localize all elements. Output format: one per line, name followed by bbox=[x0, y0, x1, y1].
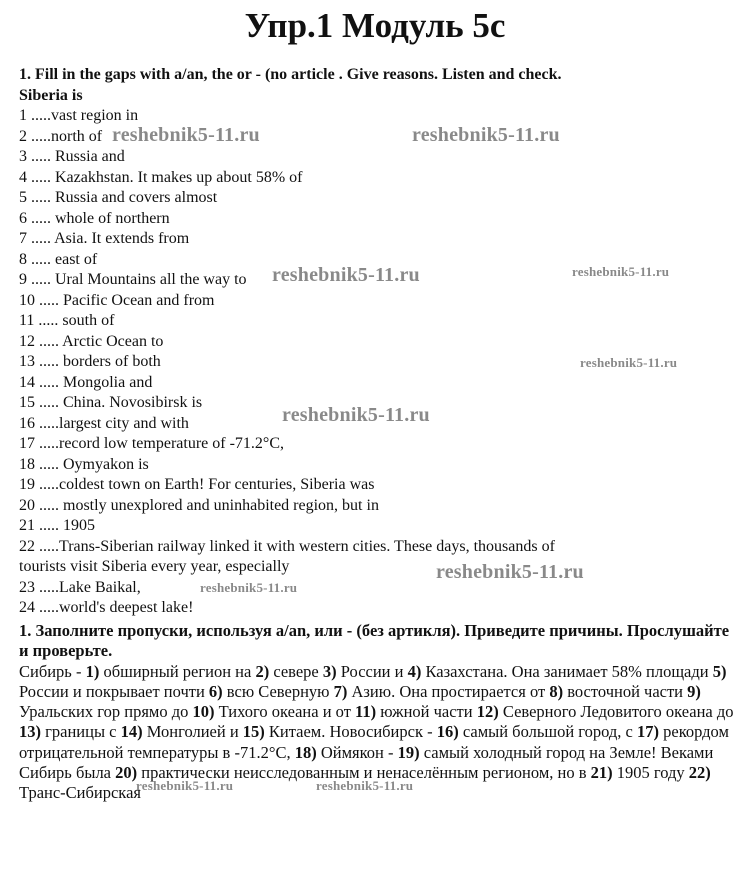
translation-segment: границы с bbox=[41, 722, 121, 742]
translation-segment: России и bbox=[336, 661, 408, 681]
gap-number: 19) bbox=[397, 742, 420, 762]
translation-segment: Транс-Сибирская bbox=[19, 783, 141, 803]
translation-segment: обширный регион на bbox=[99, 661, 256, 681]
translation-segment: самый большой город, с bbox=[458, 722, 637, 742]
gap-number: 2) bbox=[255, 661, 270, 681]
watermark: reshebnik5-11.ru bbox=[316, 778, 414, 793]
exercise-line: 14 ..... Mongolia and bbox=[19, 373, 153, 391]
page-title: Упр.1 Модуль 5с bbox=[244, 6, 506, 45]
gap-number: 15) bbox=[242, 722, 265, 742]
gap-number: 17) bbox=[637, 722, 659, 742]
exercise-line: 11 ..... south of bbox=[19, 312, 115, 329]
watermark: reshebnik5-11.ru bbox=[580, 355, 678, 370]
translation-segment: Китаем. Новосибирск - bbox=[264, 722, 437, 742]
gap-number: 5) bbox=[712, 661, 727, 681]
exercise-line: 7 ..... Asia. It extends from bbox=[19, 230, 190, 247]
exercise-line: 17 .....record low temperature of -71.2°C, bbox=[19, 435, 284, 452]
exercise-line: tourists visit Siberia every year, especially bbox=[19, 558, 290, 575]
gap-number: 20) bbox=[115, 763, 138, 783]
gap-number: 22) bbox=[688, 763, 711, 783]
gap-number: 13) bbox=[19, 722, 41, 742]
translation-segment: Уральских гор прямо до bbox=[19, 702, 193, 722]
exercise-line: 2 .....north of bbox=[19, 127, 103, 145]
translation-segment: Сибирь - bbox=[19, 661, 86, 681]
exercise-line: 5 ..... Russia and covers almost bbox=[19, 189, 218, 206]
gap-number: 3) bbox=[322, 661, 337, 681]
watermark: reshebnik5-11.ru bbox=[272, 264, 420, 286]
exercise-line: 9 ..... Ural Mountains all the way to bbox=[19, 271, 247, 288]
watermark: reshebnik5-11.ru bbox=[436, 561, 584, 583]
gap-number: 10) bbox=[192, 702, 215, 722]
watermark: reshebnik5-11.ru bbox=[112, 124, 260, 146]
watermark: reshebnik5-11.ru bbox=[412, 124, 560, 146]
translation-segment: всю Северную bbox=[222, 681, 334, 701]
exercise-line: 21 ..... 1905 bbox=[19, 517, 95, 534]
task-english bbox=[19, 65, 739, 619]
gap-number: 7) bbox=[333, 681, 348, 701]
exercise-line: 13 ..... borders of both bbox=[19, 353, 161, 370]
task-intro: Siberia is bbox=[19, 86, 83, 104]
exercise-line: 20 ..... mostly unexplored and uninhabited region, but in bbox=[19, 496, 379, 514]
exercise-line: 3 ..... Russia and bbox=[19, 148, 125, 165]
task-russian bbox=[19, 621, 734, 804]
watermark: reshebnik5-11.ru bbox=[572, 264, 670, 279]
gap-number: 8) bbox=[549, 681, 564, 701]
translation-segment: Казахстана. Она занимает 58% площади bbox=[421, 661, 713, 681]
exercise-line: 12 ..... Arctic Ocean to bbox=[19, 332, 164, 350]
exercise-line: 22 .....Trans-Siberian railway linked it with western cities. These days, thousands of bbox=[19, 537, 555, 555]
gap-number: 9) bbox=[687, 681, 701, 701]
gap-number: 11) bbox=[355, 702, 377, 722]
exercise-line: 23 .....Lake Baikal, bbox=[19, 578, 141, 596]
exercise-line: 18 ..... Oymyakon is bbox=[19, 455, 149, 473]
gap-number: 21) bbox=[590, 763, 613, 783]
translation-segment: Азию. Она простирается от bbox=[347, 681, 550, 701]
exercise-line: 19 .....coldest town on Earth! For centuries, Siberia was bbox=[19, 476, 375, 493]
gap-number: 4) bbox=[407, 661, 422, 681]
watermark: reshebnik5-11.ru bbox=[282, 404, 430, 426]
exercise-line: 15 ..... China. Novosibirsk is bbox=[19, 394, 203, 411]
task-heading-en: 1. Fill in the gaps with a/an, the or - (no article . Give reasons. Listen and check. bbox=[19, 66, 562, 83]
gap-number: 12) bbox=[476, 702, 499, 722]
watermark: reshebnik5-11.ru bbox=[136, 778, 234, 793]
task-heading-ru: 1. Заполните пропуски, используя a/an, или - (без артикля). Приведите причины. Прослушайте и проверьте. bbox=[19, 621, 730, 661]
translation-segment: севере bbox=[269, 661, 323, 681]
exercise-line: 6 ..... whole of northern bbox=[19, 209, 170, 227]
gap-number: 14) bbox=[120, 722, 143, 742]
translation-segment: практически неисследованным и ненаселённым регионом, но в bbox=[137, 763, 591, 783]
exercise-line: 1 .....vast region in bbox=[19, 107, 139, 124]
exercise-line: 24 .....world's deepest lake! bbox=[19, 599, 194, 616]
gap-number: 16) bbox=[436, 722, 459, 742]
translation-segment: России и покрывает почти bbox=[19, 681, 209, 701]
translation-segment: южной части bbox=[376, 702, 477, 722]
exercise-line: 16 .....largest city and with bbox=[19, 414, 189, 432]
translation-segment: Монголией и bbox=[142, 722, 243, 742]
translation-segment: Северного Ледовитого океана до bbox=[498, 702, 734, 722]
translation-segment: самый холодный город на Земле! Веками Сибирь была bbox=[19, 742, 714, 783]
watermark: reshebnik5-11.ru bbox=[200, 580, 298, 595]
translation-segment: рекордом отрицательной температуры в -71.2°C, bbox=[19, 722, 729, 762]
exercise-line: 8 ..... east of bbox=[19, 250, 98, 268]
gap-number: 18) bbox=[294, 742, 317, 762]
gap-number: 1) bbox=[85, 661, 100, 681]
translation-segment: Тихого океана и от bbox=[214, 702, 356, 722]
translation-segment: Оймякон - bbox=[316, 742, 398, 762]
translation-segment: восточной части bbox=[563, 681, 688, 701]
exercise-line: 4 ..... Kazakhstan. It makes up about 58% of bbox=[19, 168, 303, 186]
gap-number: 6) bbox=[208, 681, 223, 701]
translation-segment: 1905 году bbox=[612, 763, 689, 783]
exercise-line: 10 ..... Pacific Ocean and from bbox=[19, 291, 215, 309]
